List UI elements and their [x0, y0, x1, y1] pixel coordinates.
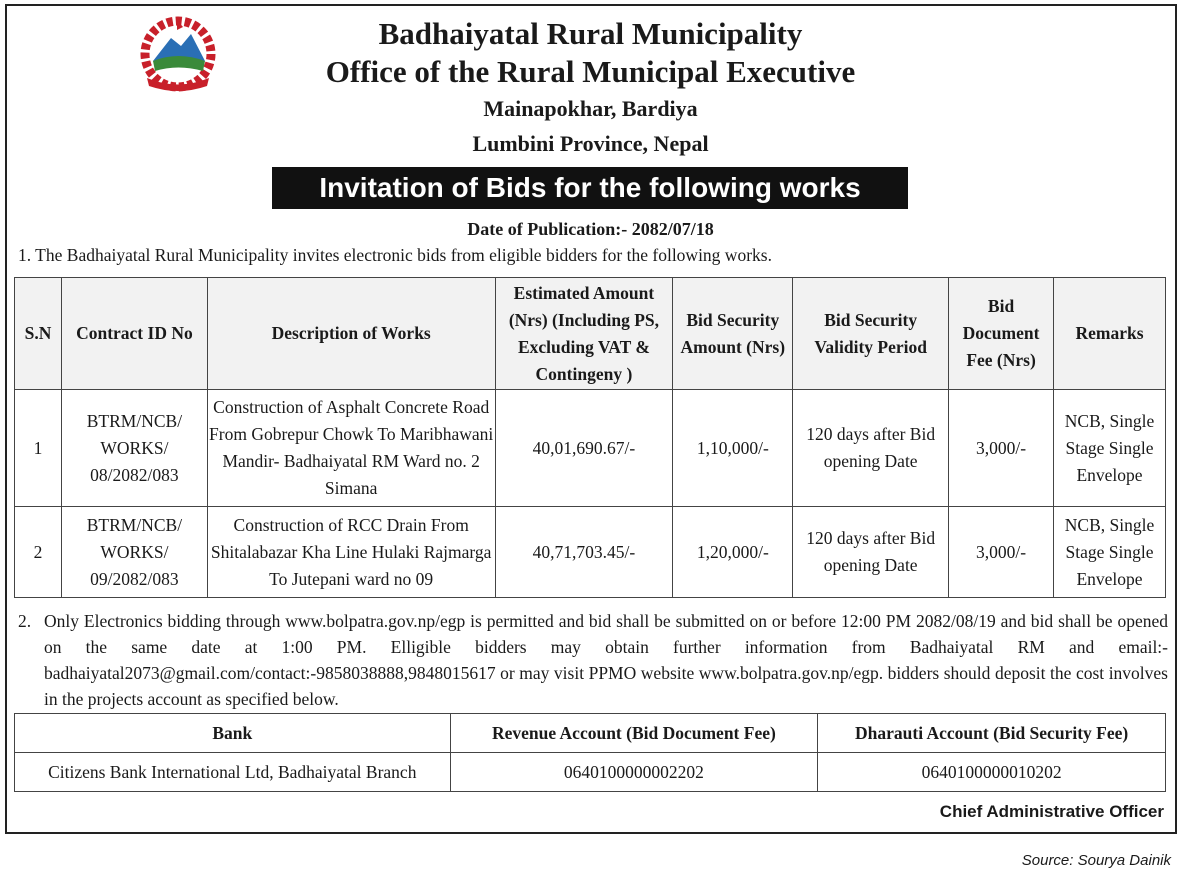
- source-credit: Source: Sourya Dainik: [1021, 852, 1171, 869]
- paragraph-number: 2.: [18, 611, 32, 631]
- cell: BTRM/NCB/ WORKS/ 09/2082/083: [61, 507, 207, 598]
- cell: 3,000/-: [949, 507, 1054, 598]
- publication-date: Date of Publication:- 2082/07/18: [467, 219, 714, 239]
- cell: NCB, Single Stage Single Envelope: [1054, 507, 1166, 598]
- col-header: Remarks: [1054, 278, 1166, 390]
- table-row: [15, 390, 1166, 507]
- col-header: Revenue Account (Bid Document Fee): [450, 714, 818, 753]
- cell: 3,000/-: [949, 390, 1054, 507]
- province: Lumbini Province, Nepal: [472, 131, 709, 156]
- cell: 2: [15, 507, 62, 598]
- office-name: Office of the Rural Municipal Executive: [325, 54, 856, 89]
- cell: 1,20,000/-: [673, 507, 793, 598]
- cell: 40,71,703.45/-: [495, 507, 673, 598]
- location: Mainapokhar, Bardiya: [483, 96, 698, 121]
- signatory: Chief Administrative Officer: [939, 802, 1164, 821]
- cell: 120 days after Bid opening Date: [793, 507, 949, 598]
- table-row: [15, 507, 1166, 598]
- col-header: Description of Works: [207, 278, 495, 390]
- cell: Citizens Bank International Ltd, Badhaiyatal Branch: [15, 753, 451, 792]
- table-header-row: [15, 278, 1166, 390]
- table-header-row: [15, 714, 1166, 753]
- notice-title: Invitation of Bids for the following works: [272, 167, 908, 209]
- cell: 1,10,000/-: [673, 390, 793, 507]
- cell: Construction of RCC Drain From Shitalabazar Kha Line Hulaki Rajmarga To Jutepani ward no 09: [207, 507, 495, 598]
- col-header: Bid Document Fee (Nrs): [949, 278, 1054, 390]
- cell: 120 days after Bid opening Date: [793, 390, 949, 507]
- col-header: Contract ID No: [61, 278, 207, 390]
- col-header: Bank: [15, 714, 451, 753]
- cell: Construction of Asphalt Concrete Road From Gobrepur Chowk To Maribhawani Mandir- Badhaiyatal RM Ward no. 2 Simana: [207, 390, 495, 507]
- col-header: Estimated Amount (Nrs) (Including PS, Excluding VAT & Contingeny ): [495, 278, 673, 390]
- cell: 0640100000010202: [818, 753, 1166, 792]
- col-header: Dharauti Account (Bid Security Fee): [818, 714, 1166, 753]
- cell: 1: [15, 390, 62, 507]
- org-name: Badhaiyatal Rural Municipality: [378, 16, 803, 51]
- cell: NCB, Single Stage Single Envelope: [1054, 390, 1166, 507]
- col-header: Bid Security Validity Period: [793, 278, 949, 390]
- cell: 0640100000002202: [450, 753, 818, 792]
- cell: BTRM/NCB/ WORKS/ 08/2082/083: [61, 390, 207, 507]
- table-row: [15, 753, 1166, 792]
- works-table: [14, 277, 1166, 598]
- paragraph-text: Only Electronics bidding through www.bolpatra.gov.np/egp is permitted and bid shall be submitted on or before 12:00 PM 2082/08/19 and bid shall be opened on the same date at 1:00 PM. Elligible bidders may obtain further information from Badhaiyatal RM and email:-badhaiyatal2073@gmail.com/contact:-9858038888,9848015617 or may visit PPMO website www.bolpatra.gov.np/egp. bidders should deposit the cost involves in the projects account as specified below.: [44, 611, 1168, 709]
- paragraph-1: 1. The Badhaiyatal Rural Municipality invites electronic bids from eligible bidders for the following works.: [18, 245, 772, 265]
- col-header: S.N: [15, 278, 62, 390]
- paragraph-2: [18, 608, 1168, 712]
- col-header: Bid Security Amount (Nrs): [673, 278, 793, 390]
- bank-table: [14, 713, 1166, 792]
- cell: 40,01,690.67/-: [495, 390, 673, 507]
